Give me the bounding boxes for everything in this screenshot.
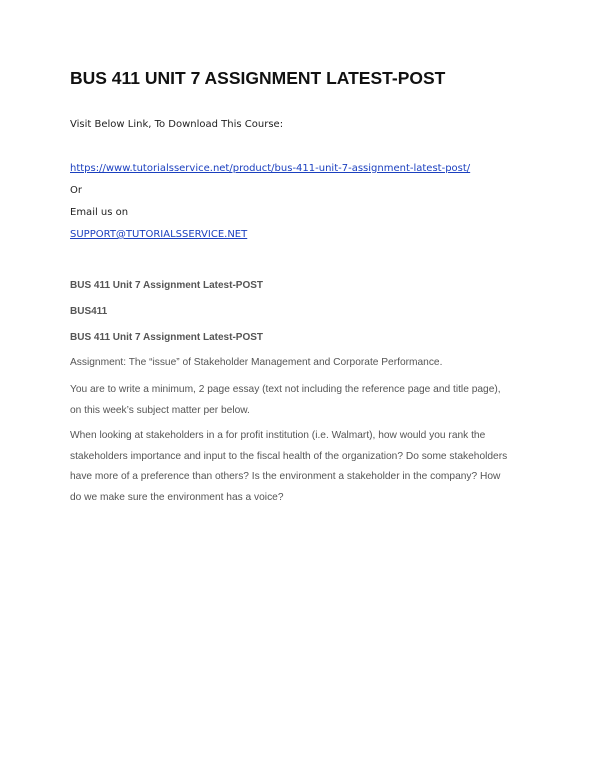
course-code: BUS411 — [70, 306, 108, 317]
email-label: Email us on — [70, 207, 129, 218]
course-link-line — [70, 163, 470, 174]
paragraph-essay-requirements: You are to write a minimum, 2 page essay (text not including the reference page and title page), on this week’s subject matter per below. — [70, 384, 501, 416]
or-text: Or — [70, 185, 82, 196]
email-link[interactable]: SUPPORT@TUTORIALSSERVICE.NET — [70, 229, 248, 240]
email-link-line — [70, 229, 247, 240]
heading-2: BUS 411 Unit 7 Assignment Latest-POST — [70, 332, 264, 343]
intro-text: Visit Below Link, To Download This Course: — [70, 119, 284, 130]
course-link[interactable]: https://www.tutorialsservice.net/product/bus-411-unit-7-assignment-latest-post/ — [70, 163, 471, 174]
document-title: BUS 411 UNIT 7 ASSIGNMENT LATEST-POST — [70, 68, 446, 88]
paragraph-assignment: Assignment: The “issue” of Stakeholder Management and Corporate Performance. — [70, 357, 443, 368]
heading-1: BUS 411 Unit 7 Assignment Latest-POST — [70, 280, 264, 291]
paragraph-questions: When looking at stakeholders in a for profit institution (i.e. Walmart), how would you rank the stakeholders importance and input to the fiscal health of the organization? Do some stakeholders have more of a preference than others? Is the environment a stakeholder in the company? How do we make sure the environment has a voice? — [70, 430, 508, 503]
